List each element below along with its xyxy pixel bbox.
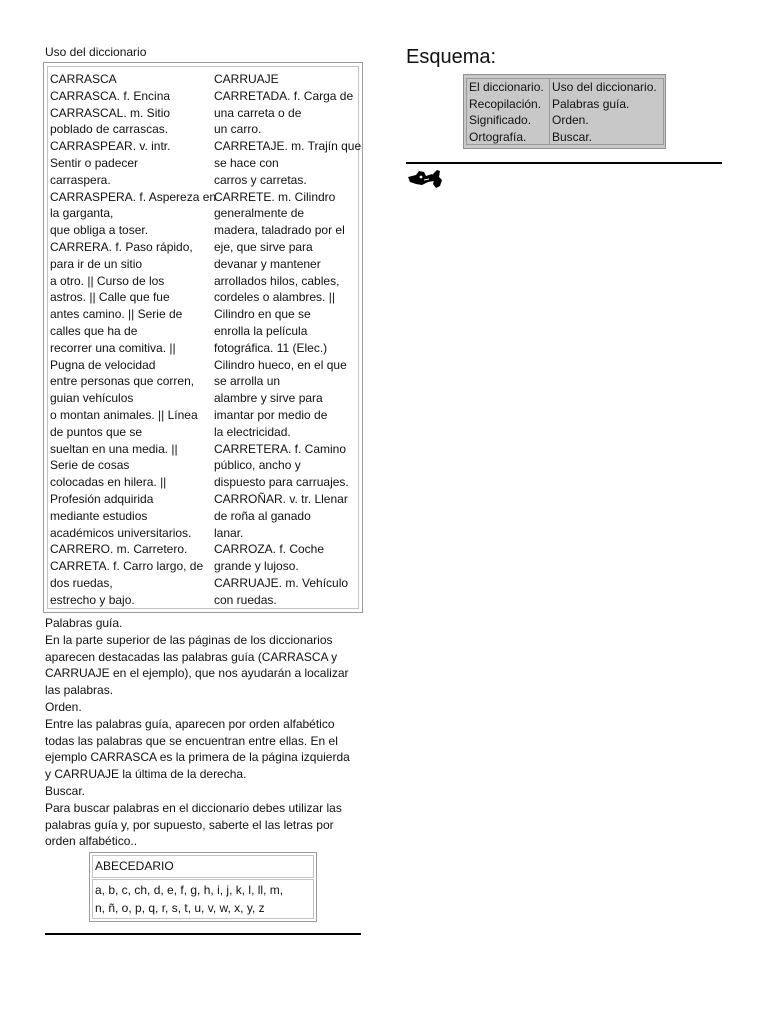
dictionary-entry-line: eje, que sirve para	[214, 239, 313, 254]
dictionary-entry-line: CARRASPERA. f. Aspereza en	[50, 189, 217, 204]
esquema-cell-text: Recopilación.	[469, 96, 542, 111]
explanation-line: palabras guía y, por supuesto, saberte el las letras por	[45, 817, 334, 832]
dictionary-entry-line: Pugna de velocidad	[50, 357, 156, 372]
dictionary-entry-line: devanar y mantener	[214, 256, 321, 271]
dictionary-entry-line: la electricidad.	[214, 424, 291, 439]
esquema-cell-text: Palabras guía.	[552, 96, 630, 111]
abecedario-table	[89, 852, 317, 922]
dictionary-entry-line: público, ancho y	[214, 458, 301, 473]
dictionary-entry-line: una carreta o de	[214, 105, 302, 120]
esquema-cell-text: Orden.	[552, 113, 589, 127]
dictionary-entry-line: imantar por medio de	[214, 407, 328, 422]
dictionary-entry-line: o montan animales. || Línea	[50, 407, 198, 422]
dictionary-entry-line: sueltan en una media. ||	[50, 441, 178, 456]
dictionary-entry-line: CARRASPEAR. v. intr.	[50, 139, 171, 154]
dictionary-entry-line: carros y carretas.	[214, 172, 307, 187]
dictionary-entry-line: CARRASCA	[50, 72, 117, 86]
explanation-line: Orden.	[45, 699, 82, 714]
explanation-line: Palabras guía.	[45, 616, 123, 630]
dictionary-right-column	[214, 71, 360, 609]
dictionary-entry-line: guian vehículos	[50, 391, 134, 406]
dictionary-entry-line: poblado de carrascas.	[50, 122, 169, 137]
dictionary-entry-line: CARRETAJE. m. Trajín que	[214, 139, 362, 154]
dictionary-entry-line: estrecho y bajo.	[50, 592, 135, 607]
dictionary-entry-line: de roña al ganado	[214, 508, 311, 523]
dictionary-entry-line: con ruedas.	[214, 592, 277, 607]
dictionary-entry-line: para ir de un sitio	[50, 256, 143, 271]
dictionary-entry-line: arrollados hilos, cables,	[214, 273, 340, 288]
esquema-column-1	[466, 78, 551, 145]
left-divider	[45, 933, 361, 935]
dictionary-entry-line: académicos universitarios.	[50, 525, 192, 540]
dictionary-entry-line: Cilindro en que se	[214, 307, 311, 322]
dictionary-entry-line: madera, taladrado por el	[214, 223, 345, 238]
explanation-line: ejemplo CARRASCA es la primera de la página izquierda	[45, 750, 350, 765]
explanation-line: En la parte superior de las páginas de los diccionarios	[45, 632, 333, 647]
dictionary-entry-line: lanar.	[214, 525, 244, 540]
esquema-cell-text: Buscar.	[552, 129, 593, 144]
dictionary-entry-line: Serie de cosas	[50, 458, 130, 473]
explanation-text	[45, 615, 365, 850]
dictionary-sample-box	[43, 62, 363, 613]
explanation-line: Para buscar palabras en el diccionario debes utilizar las	[45, 800, 342, 815]
dictionary-entry-line: dos ruedas,	[50, 575, 113, 590]
dictionary-entry-line: carraspera.	[50, 172, 111, 187]
dictionary-entry-line: CARRETE. m. Cilindro	[214, 189, 336, 204]
dictionary-entry-line: CARROZA. f. Coche	[214, 542, 325, 557]
dictionary-entry-line: alambre y sirve para	[214, 391, 323, 406]
dictionary-entry-line: un carro.	[214, 122, 262, 137]
esquema-table	[463, 74, 666, 149]
esquema-title: Esquema:	[406, 46, 497, 68]
dictionary-entry-line: la garganta,	[50, 206, 114, 221]
dictionary-entry-line: CARRERO. m. Carretero.	[50, 542, 188, 557]
explanation-line: y CARRUAJE la última de la derecha.	[45, 767, 247, 782]
dictionary-entry-line: recorrer una comitiva. ||	[50, 340, 176, 355]
dictionary-entry-line: CARRETERA. f. Camino	[214, 441, 347, 456]
dictionary-entry-line: cordeles o alambres. ||	[214, 290, 335, 305]
explanation-line: CARRUAJE en el ejemplo), que nos ayudarán a localizar	[45, 666, 349, 681]
dictionary-inner-frame	[47, 66, 362, 609]
dictionary-entry-line: astros. || Calle que fue	[50, 290, 170, 305]
esquema-cell-text: Uso del diccionario.	[552, 80, 657, 94]
dictionary-entry-line: se arrolla un	[214, 374, 281, 389]
dictionary-left-column	[50, 71, 217, 609]
esquema-cell-text: Ortografía.	[469, 129, 527, 144]
abecedario-letters	[92, 879, 314, 919]
esquema-cell-text: Significado.	[469, 113, 532, 127]
abecedario-header: ABECEDARIO	[92, 855, 314, 878]
dictionary-entry-line: CARROÑAR. v. tr. Llenar	[214, 491, 348, 506]
explanation-line: Buscar.	[45, 783, 86, 798]
dictionary-entry-line: CARRETA. f. Carro largo, de	[50, 559, 204, 574]
dictionary-entry-line: fotográfica. 11 (Elec.)	[214, 340, 328, 355]
dictionary-entry-line: mediante estudios	[50, 508, 148, 523]
dictionary-entry-line: antes camino. || Serie de	[50, 307, 183, 322]
dictionary-entry-line: colocadas en hilera. ||	[50, 475, 167, 490]
pointing-hand-icon	[406, 168, 446, 190]
dictionary-entry-line: entre personas que corren,	[50, 374, 195, 389]
dictionary-entry-line: de puntos que se	[50, 424, 143, 439]
dictionary-entry-line: CARRUAJE	[214, 72, 279, 86]
dictionary-entry-line: calles que ha de	[50, 323, 138, 338]
esquema-column-2	[549, 78, 664, 145]
explanation-line: aparecen destacadas las palabras guía (CARRASCA y	[45, 649, 338, 664]
abecedario-line-1: a, b, c, ch, d, e, f, g, h, i, j, k, l, ll, m,	[95, 883, 284, 897]
dictionary-entry-line: CARRASCA. f. Encina	[50, 88, 171, 103]
dictionary-entry-line: dispuesto para carruajes.	[214, 475, 349, 490]
dictionary-entry-line: CARRERA. f. Paso rápido,	[50, 239, 193, 254]
explanation-line: todas las palabras que se encuentran entre ellas. En el	[45, 733, 338, 748]
dictionary-entry-line: se hace con	[214, 155, 279, 170]
explanation-line: Entre las palabras guía, aparecen por orden alfabético	[45, 716, 335, 731]
dictionary-heading: Uso del diccionario	[45, 45, 147, 59]
explanation-line: orden alfabético..	[45, 834, 138, 849]
esquema-cell-text: El diccionario.	[469, 80, 544, 94]
dictionary-entry-line: generalmente de	[214, 206, 305, 221]
dictionary-entry-line: CARRUAJE. m. Vehículo	[214, 575, 349, 590]
abecedario-line-2: n, ñ, o, p, q, r, s, t, u, v, w, x, y, z	[95, 901, 265, 915]
dictionary-entry-line: a otro. || Curso de los	[50, 273, 165, 288]
dictionary-entry-line: Cilindro hueco, en el que	[214, 357, 347, 372]
dictionary-entry-line: que obliga a toser.	[50, 223, 149, 238]
dictionary-entry-line: Profesión adquirida	[50, 491, 154, 506]
dictionary-entry-line: CARRASCAL. m. Sitio	[50, 105, 171, 120]
right-divider	[406, 162, 722, 164]
dictionary-entry-line: Sentir o padecer	[50, 155, 139, 170]
dictionary-entry-line: CARRETADA. f. Carga de	[214, 88, 354, 103]
explanation-line: las palabras.	[45, 683, 114, 698]
dictionary-entry-line: grande y lujoso.	[214, 559, 299, 574]
dictionary-entry-line: enrolla la película	[214, 323, 308, 338]
